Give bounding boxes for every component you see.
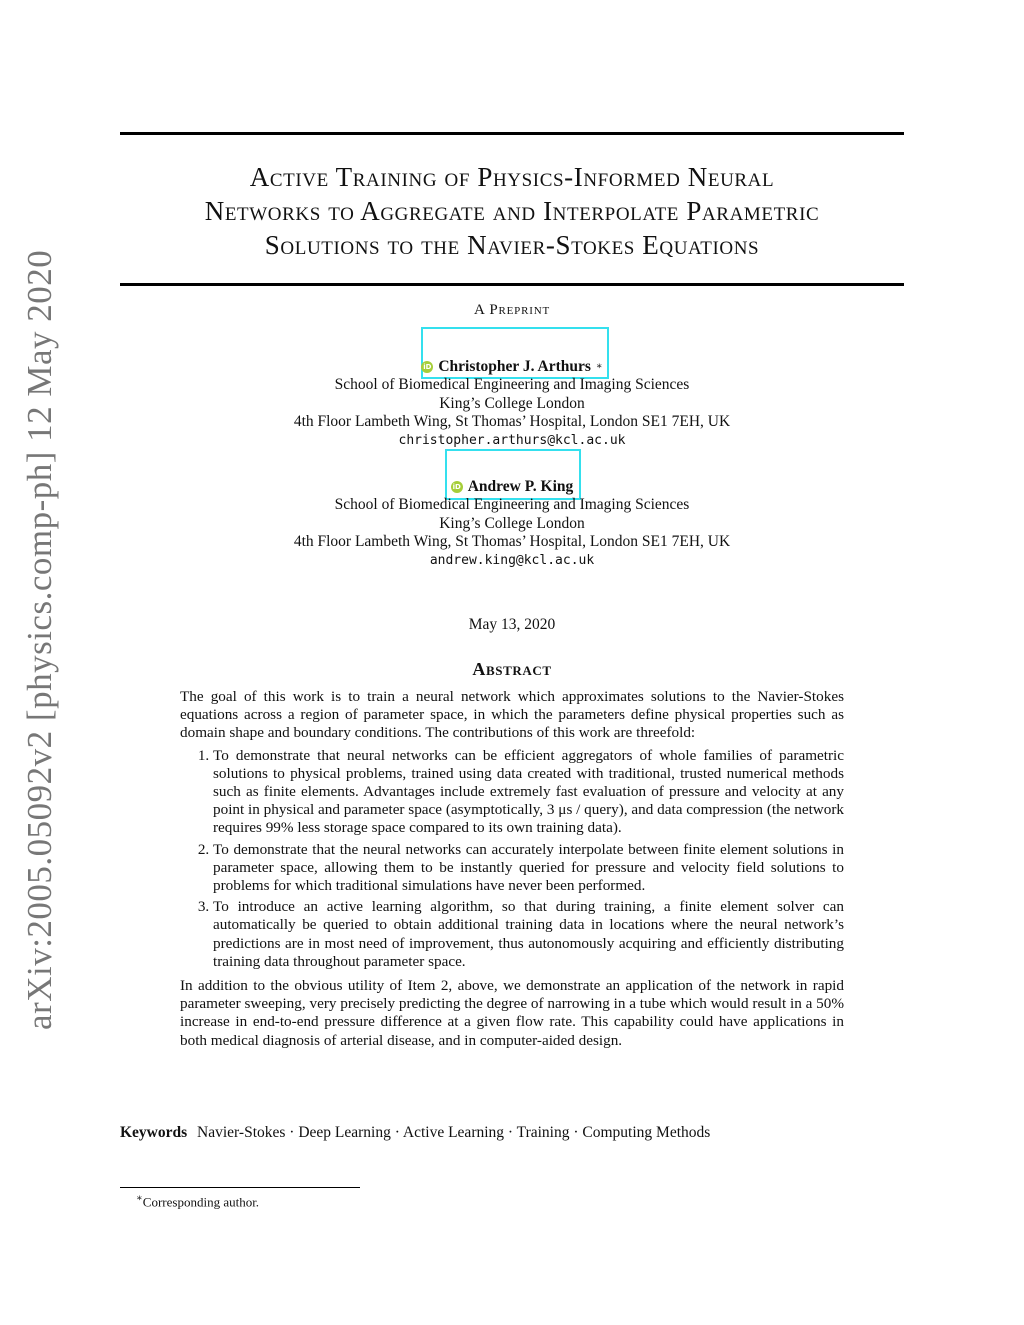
abstract-body: [180, 688, 844, 1050]
title-line-2: Networks to Aggregate and Interpolate Parametric: [204, 196, 820, 226]
contributions-list: [180, 747, 844, 971]
author-2-institution: King’s College London: [439, 514, 585, 532]
footnote-text: Corresponding author.: [142, 1194, 260, 1210]
contribution-item: 3. To introduce an active learning algorithm, so that during training, a finite element solver can automatically be queried to obtain additional training data in locations where the neural network’s predictions are in most need of improvement, thus autonomously acquiring and efficiently distributing training data throughout parameter space.: [213, 898, 844, 971]
arxiv-identifier-stamp: arXiv:2005.05092v2 [physics.comp-ph] 12 May 2020: [20, 249, 59, 1030]
contribution-item: 2. To demonstrate that the neural networks can accurately interpolate between finite element solutions in parameter space, allowing them to be instantly queried for pressure and velocity field solutions to problems for which traditional simulations have never been performed.: [213, 841, 844, 896]
preprint-label: A Preprint: [474, 302, 550, 318]
publication-date: May 13, 2020: [468, 616, 556, 633]
title-top-rule: [120, 132, 904, 135]
author-2-email[interactable]: andrew.king@kcl.ac.uk: [429, 552, 595, 568]
keywords-text: Navier-Stokes · Deep Learning · Active Learning · Training · Computing Methods: [197, 1124, 711, 1141]
abstract-intro: The goal of this work is to train a neural network which approximates solutions to the Navier-Stokes equations across a region of parameter space, in which the parameters define physical properties such as domain shape and boundary conditions. The contributions of this work are threefold:: [180, 688, 844, 742]
abstract-heading: Abstract: [472, 659, 552, 679]
title-line-1: Active Training of Physics-Informed Neural: [249, 162, 775, 192]
orcid-icon[interactable]: iD: [423, 363, 432, 371]
contribution-item: 1. To demonstrate that neural networks can be efficient aggregators of whole families of parametric solutions to physical problems, trained using data created with traditional, trusted numerical methods such as finite elements. Advantages include extremely fast evaluation of pressure and velocity at any point in physical and parameter space (asymptotically, 3 μs / query), and data compression (the network requires 99% less storage space compared to its own training data).: [213, 747, 844, 838]
author-name-1-text: Christopher J. Arthurs: [438, 357, 591, 375]
author-name-1[interactable]: [421, 358, 602, 377]
footnote-marker: ∗: [136, 1193, 143, 1204]
author-1-address: 4th Floor Lambeth Wing, St Thomas’ Hospital, London SE1 7EH, UK: [293, 413, 731, 431]
author-1-affiliation: School of Biomedical Engineering and Imaging Sciences: [334, 376, 690, 394]
abstract-closing: In addition to the obvious utility of Item 2, above, we demonstrate an application of the network in rapid parameter sweeping, very precisely predicting the degree of narrowing in a tube which would result in a 50% increase in end-to-end pressure difference at a given flow rate. This capability could have applications in both medical diagnosis of arterial disease, and in computer-aided design.: [180, 977, 844, 1049]
corresponding-marker[interactable]: ∗: [595, 360, 603, 372]
author-1-institution: King’s College London: [439, 394, 585, 412]
keywords-label: Keywords: [120, 1124, 188, 1141]
author-block-1: [120, 356, 904, 450]
paper-title: [120, 160, 904, 262]
title-bottom-rule: [120, 283, 904, 286]
footnote: [136, 1193, 259, 1210]
footnote-rule: [120, 1187, 360, 1188]
author-2-affiliation: School of Biomedical Engineering and Imaging Sciences: [334, 496, 690, 514]
author-name-2-text: Andrew P. King: [467, 477, 574, 495]
author-name-2[interactable]: [451, 478, 574, 497]
keywords-line: [120, 1124, 904, 1142]
author-2-address: 4th Floor Lambeth Wing, St Thomas’ Hospital, London SE1 7EH, UK: [293, 533, 731, 551]
orcid-icon[interactable]: iD: [452, 483, 461, 491]
author-1-email[interactable]: christopher.arthurs@kcl.ac.uk: [398, 432, 626, 448]
title-line-3: Solutions to the Navier-Stokes Equations: [264, 230, 760, 260]
author-block-2: [120, 476, 904, 570]
